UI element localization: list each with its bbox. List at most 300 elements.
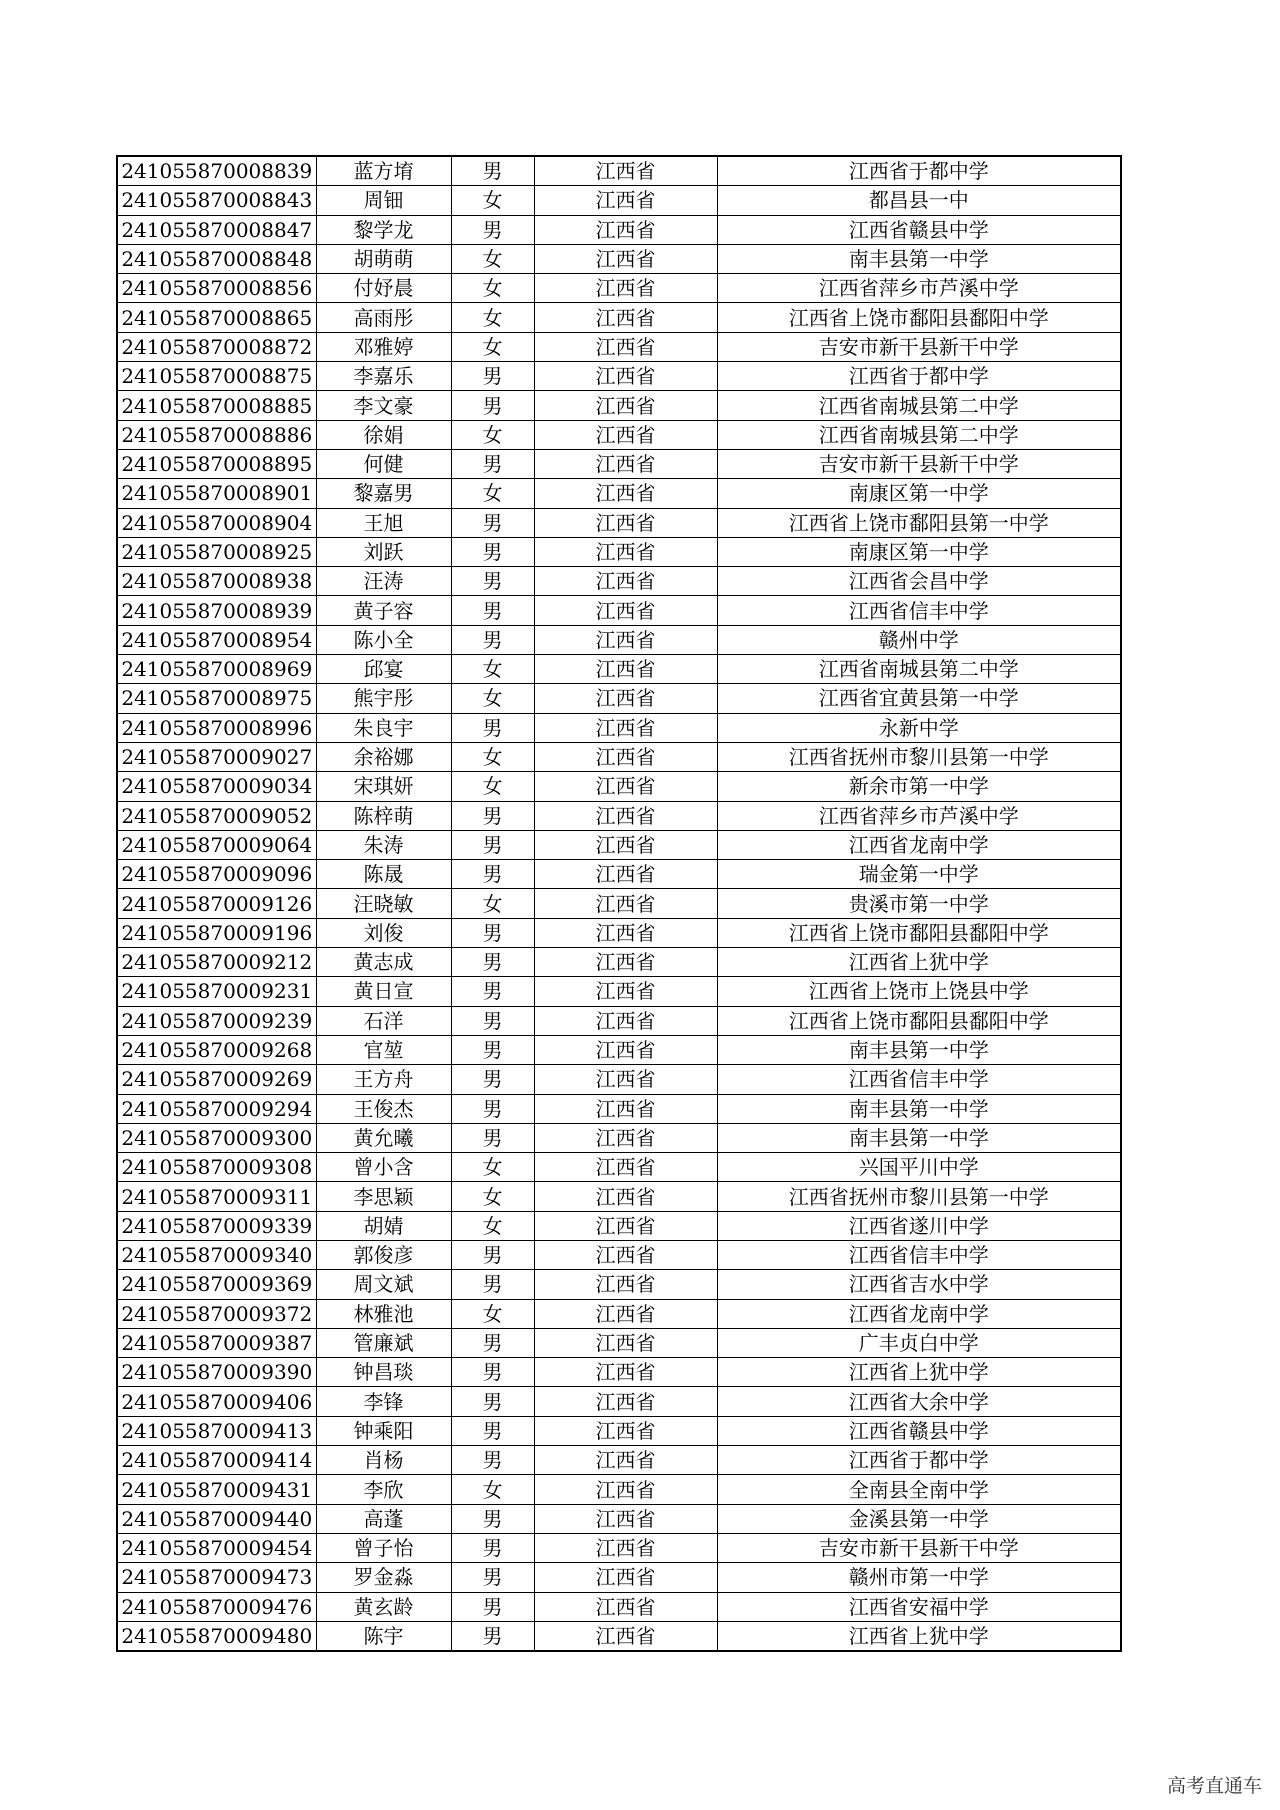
name-cell: 何健	[316, 449, 451, 478]
table-row	[117, 567, 1121, 596]
province-cell: 江西省	[534, 830, 717, 859]
gender-cell: 男	[451, 1065, 534, 1094]
candidate-id-cell: 241055870009390	[117, 1358, 316, 1387]
gender-cell: 女	[451, 684, 534, 713]
candidate-id-cell: 241055870008996	[117, 713, 316, 742]
school-cell: 江西省信丰中学	[717, 1065, 1121, 1094]
gender-cell: 男	[451, 1416, 534, 1445]
school-cell: 南丰县第一中学	[717, 1094, 1121, 1123]
name-cell: 汪晓敏	[316, 889, 451, 918]
name-cell: 曾子怡	[316, 1533, 451, 1562]
candidate-id-cell: 241055870008939	[117, 596, 316, 625]
school-cell: 江西省安福中学	[717, 1592, 1121, 1621]
province-cell: 江西省	[534, 1065, 717, 1094]
school-cell: 全南县全南中学	[717, 1475, 1121, 1504]
roster-body	[117, 156, 1121, 1651]
name-cell: 黎学龙	[316, 215, 451, 244]
candidate-id-cell: 241055870009387	[117, 1328, 316, 1357]
province-cell: 江西省	[534, 918, 717, 947]
candidate-id-cell: 241055870009034	[117, 772, 316, 801]
candidate-id-cell: 241055870009300	[117, 1123, 316, 1152]
name-cell: 刘俊	[316, 918, 451, 947]
table-row	[117, 1387, 1121, 1416]
school-cell: 金溪县第一中学	[717, 1504, 1121, 1533]
name-cell: 郭俊彦	[316, 1240, 451, 1269]
gender-cell: 女	[451, 1182, 534, 1211]
table-row	[117, 830, 1121, 859]
gender-cell: 男	[451, 1270, 534, 1299]
school-cell: 兴国平川中学	[717, 1153, 1121, 1182]
name-cell: 王方舟	[316, 1065, 451, 1094]
candidate-id-cell: 241055870008865	[117, 303, 316, 332]
name-cell: 邱宴	[316, 655, 451, 684]
school-cell: 南丰县第一中学	[717, 1035, 1121, 1064]
name-cell: 黄日宣	[316, 977, 451, 1006]
school-cell: 江西省萍乡市芦溪中学	[717, 801, 1121, 830]
table-row	[117, 1592, 1121, 1621]
name-cell: 周钿	[316, 186, 451, 215]
school-cell: 江西省上饶市上饶县中学	[717, 977, 1121, 1006]
gender-cell: 男	[451, 948, 534, 977]
table-row	[117, 449, 1121, 478]
name-cell: 王俊杰	[316, 1094, 451, 1123]
school-cell: 江西省南城县第二中学	[717, 420, 1121, 449]
candidate-id-cell: 241055870009294	[117, 1094, 316, 1123]
gender-cell: 女	[451, 420, 534, 449]
gender-cell: 男	[451, 508, 534, 537]
candidate-id-cell: 241055870008901	[117, 479, 316, 508]
table-row	[117, 1240, 1121, 1269]
table-row	[117, 508, 1121, 537]
table-row	[117, 1416, 1121, 1445]
table-row	[117, 362, 1121, 391]
school-cell: 南丰县第一中学	[717, 244, 1121, 273]
province-cell: 江西省	[534, 1358, 717, 1387]
school-cell: 江西省赣县中学	[717, 1416, 1121, 1445]
candidate-id-cell: 241055870008885	[117, 391, 316, 420]
name-cell: 朱良宇	[316, 713, 451, 742]
candidate-id-cell: 241055870009096	[117, 860, 316, 889]
name-cell: 高雨彤	[316, 303, 451, 332]
school-cell: 江西省龙南中学	[717, 1299, 1121, 1328]
gender-cell: 男	[451, 156, 534, 186]
province-cell: 江西省	[534, 156, 717, 186]
gender-cell: 女	[451, 274, 534, 303]
province-cell: 江西省	[534, 567, 717, 596]
gender-cell: 男	[451, 567, 534, 596]
school-cell: 江西省于都中学	[717, 362, 1121, 391]
candidate-id-cell: 241055870008839	[117, 156, 316, 186]
gender-cell: 男	[451, 801, 534, 830]
school-cell: 吉安市新干县新干中学	[717, 449, 1121, 478]
school-cell: 赣州市第一中学	[717, 1563, 1121, 1592]
name-cell: 胡萌萌	[316, 244, 451, 273]
gender-cell: 女	[451, 742, 534, 771]
gender-cell: 男	[451, 1328, 534, 1357]
candidate-id-cell: 241055870009196	[117, 918, 316, 947]
candidate-id-cell: 241055870008925	[117, 537, 316, 566]
province-cell: 江西省	[534, 508, 717, 537]
school-cell: 江西省上饶市鄱阳县鄱阳中学	[717, 1006, 1121, 1035]
school-cell: 江西省上犹中学	[717, 1621, 1121, 1651]
school-cell: 江西省信丰中学	[717, 596, 1121, 625]
candidate-id-cell: 241055870008969	[117, 655, 316, 684]
province-cell: 江西省	[534, 1621, 717, 1651]
province-cell: 江西省	[534, 215, 717, 244]
province-cell: 江西省	[534, 186, 717, 215]
gender-cell: 女	[451, 479, 534, 508]
table-row	[117, 156, 1121, 186]
school-cell: 吉安市新干县新干中学	[717, 1533, 1121, 1562]
school-cell: 新余市第一中学	[717, 772, 1121, 801]
gender-cell: 女	[451, 1475, 534, 1504]
candidate-id-cell: 241055870008875	[117, 362, 316, 391]
gender-cell: 男	[451, 860, 534, 889]
province-cell: 江西省	[534, 420, 717, 449]
gender-cell: 男	[451, 625, 534, 654]
province-cell: 江西省	[534, 801, 717, 830]
gender-cell: 男	[451, 1621, 534, 1651]
table-row	[117, 1211, 1121, 1240]
gender-cell: 男	[451, 713, 534, 742]
school-cell: 江西省于都中学	[717, 156, 1121, 186]
gender-cell: 男	[451, 1446, 534, 1475]
table-row	[117, 215, 1121, 244]
gender-cell: 男	[451, 1358, 534, 1387]
gender-cell: 男	[451, 1533, 534, 1562]
gender-cell: 男	[451, 830, 534, 859]
province-cell: 江西省	[534, 1035, 717, 1064]
province-cell: 江西省	[534, 1299, 717, 1328]
name-cell: 黄玄龄	[316, 1592, 451, 1621]
name-cell: 黎嘉男	[316, 479, 451, 508]
candidate-id-cell: 241055870008886	[117, 420, 316, 449]
candidate-id-cell: 241055870009340	[117, 1240, 316, 1269]
table-row	[117, 1475, 1121, 1504]
name-cell: 李欣	[316, 1475, 451, 1504]
school-cell: 南丰县第一中学	[717, 1123, 1121, 1152]
candidate-id-cell: 241055870009064	[117, 830, 316, 859]
table-row	[117, 918, 1121, 947]
name-cell: 李锋	[316, 1387, 451, 1416]
name-cell: 肖杨	[316, 1446, 451, 1475]
name-cell: 宋琪妍	[316, 772, 451, 801]
watermark-text: 高考直通车	[1166, 1775, 1262, 1797]
candidate-id-cell: 241055870008856	[117, 274, 316, 303]
candidate-id-cell: 241055870009440	[117, 1504, 316, 1533]
table-row	[117, 1446, 1121, 1475]
table-row	[117, 391, 1121, 420]
name-cell: 徐娟	[316, 420, 451, 449]
school-cell: 江西省宜黄县第一中学	[717, 684, 1121, 713]
gender-cell: 男	[451, 449, 534, 478]
school-cell: 江西省赣县中学	[717, 215, 1121, 244]
school-cell: 江西省遂川中学	[717, 1211, 1121, 1240]
gender-cell: 女	[451, 332, 534, 361]
province-cell: 江西省	[534, 713, 717, 742]
table-row	[117, 1533, 1121, 1562]
name-cell: 罗金淼	[316, 1563, 451, 1592]
school-cell: 江西省上犹中学	[717, 1358, 1121, 1387]
candidate-id-cell: 241055870009406	[117, 1387, 316, 1416]
table-row	[117, 801, 1121, 830]
table-row	[117, 332, 1121, 361]
table-row	[117, 420, 1121, 449]
gender-cell: 女	[451, 772, 534, 801]
table-row	[117, 537, 1121, 566]
school-cell: 江西省抚州市黎川县第一中学	[717, 1182, 1121, 1211]
candidate-id-cell: 241055870009369	[117, 1270, 316, 1299]
name-cell: 邓雅婷	[316, 332, 451, 361]
candidate-id-cell: 241055870009414	[117, 1446, 316, 1475]
province-cell: 江西省	[534, 1211, 717, 1240]
name-cell: 余裕娜	[316, 742, 451, 771]
gender-cell: 男	[451, 596, 534, 625]
table-row	[117, 1504, 1121, 1533]
roster-table	[116, 155, 1122, 1652]
gender-cell: 男	[451, 1006, 534, 1035]
province-cell: 江西省	[534, 948, 717, 977]
school-cell: 江西省萍乡市芦溪中学	[717, 274, 1121, 303]
province-cell: 江西省	[534, 1094, 717, 1123]
school-cell: 江西省吉水中学	[717, 1270, 1121, 1299]
gender-cell: 女	[451, 244, 534, 273]
candidate-id-cell: 241055870008904	[117, 508, 316, 537]
table-row	[117, 1621, 1121, 1651]
table-row	[117, 1563, 1121, 1592]
table-row	[117, 742, 1121, 771]
province-cell: 江西省	[534, 977, 717, 1006]
candidate-id-cell: 241055870009476	[117, 1592, 316, 1621]
name-cell: 李思颖	[316, 1182, 451, 1211]
school-cell: 江西省上犹中学	[717, 948, 1121, 977]
province-cell: 江西省	[534, 1504, 717, 1533]
candidate-id-cell: 241055870009269	[117, 1065, 316, 1094]
candidate-id-cell: 241055870009268	[117, 1035, 316, 1064]
name-cell: 黄志成	[316, 948, 451, 977]
candidate-id-cell: 241055870008938	[117, 567, 316, 596]
candidate-id-cell: 241055870008895	[117, 449, 316, 478]
name-cell: 刘跃	[316, 537, 451, 566]
province-cell: 江西省	[534, 1182, 717, 1211]
school-cell: 江西省上饶市鄱阳县鄱阳中学	[717, 303, 1121, 332]
school-cell: 南康区第一中学	[717, 537, 1121, 566]
table-row	[117, 1006, 1121, 1035]
gender-cell: 女	[451, 1211, 534, 1240]
candidate-id-cell: 241055870009052	[117, 801, 316, 830]
table-row	[117, 713, 1121, 742]
name-cell: 黄允曦	[316, 1123, 451, 1152]
province-cell: 江西省	[534, 1387, 717, 1416]
gender-cell: 男	[451, 1563, 534, 1592]
table-row	[117, 1358, 1121, 1387]
province-cell: 江西省	[534, 537, 717, 566]
province-cell: 江西省	[534, 332, 717, 361]
school-cell: 江西省于都中学	[717, 1446, 1121, 1475]
table-row	[117, 948, 1121, 977]
table-row	[117, 1123, 1121, 1152]
gender-cell: 女	[451, 889, 534, 918]
name-cell: 钟昌琰	[316, 1358, 451, 1387]
school-cell: 赣州中学	[717, 625, 1121, 654]
school-cell: 江西省抚州市黎川县第一中学	[717, 742, 1121, 771]
name-cell: 蓝方堉	[316, 156, 451, 186]
name-cell: 陈晟	[316, 860, 451, 889]
province-cell: 江西省	[534, 1416, 717, 1445]
province-cell: 江西省	[534, 449, 717, 478]
school-cell: 江西省大余中学	[717, 1387, 1121, 1416]
school-cell: 吉安市新干县新干中学	[717, 332, 1121, 361]
gender-cell: 男	[451, 1387, 534, 1416]
province-cell: 江西省	[534, 1592, 717, 1621]
name-cell: 付妤晨	[316, 274, 451, 303]
candidate-id-cell: 241055870008975	[117, 684, 316, 713]
province-cell: 江西省	[534, 244, 717, 273]
candidate-id-cell: 241055870008848	[117, 244, 316, 273]
gender-cell: 男	[451, 1035, 534, 1064]
province-cell: 江西省	[534, 479, 717, 508]
province-cell: 江西省	[534, 1563, 717, 1592]
name-cell: 官堃	[316, 1035, 451, 1064]
province-cell: 江西省	[534, 1328, 717, 1357]
school-cell: 广丰贞白中学	[717, 1328, 1121, 1357]
name-cell: 李文豪	[316, 391, 451, 420]
name-cell: 曾小含	[316, 1153, 451, 1182]
table-row	[117, 1182, 1121, 1211]
gender-cell: 女	[451, 186, 534, 215]
gender-cell: 男	[451, 1592, 534, 1621]
candidate-id-cell: 241055870008872	[117, 332, 316, 361]
school-cell: 都昌县一中	[717, 186, 1121, 215]
gender-cell: 男	[451, 918, 534, 947]
candidate-id-cell: 241055870009473	[117, 1563, 316, 1592]
province-cell: 江西省	[534, 1533, 717, 1562]
candidate-id-cell: 241055870008843	[117, 186, 316, 215]
school-cell: 江西省南城县第二中学	[717, 391, 1121, 420]
table-row	[117, 479, 1121, 508]
gender-cell: 男	[451, 977, 534, 1006]
candidate-id-cell: 241055870009413	[117, 1416, 316, 1445]
name-cell: 汪涛	[316, 567, 451, 596]
province-cell: 江西省	[534, 303, 717, 332]
name-cell: 王旭	[316, 508, 451, 537]
candidate-id-cell: 241055870009239	[117, 1006, 316, 1035]
table-row	[117, 977, 1121, 1006]
name-cell: 陈梓萌	[316, 801, 451, 830]
candidate-id-cell: 241055870009339	[117, 1211, 316, 1240]
gender-cell: 女	[451, 1299, 534, 1328]
school-cell: 贵溪市第一中学	[717, 889, 1121, 918]
province-cell: 江西省	[534, 1240, 717, 1269]
province-cell: 江西省	[534, 655, 717, 684]
province-cell: 江西省	[534, 684, 717, 713]
table-row	[117, 1094, 1121, 1123]
candidate-id-cell: 241055870009212	[117, 948, 316, 977]
name-cell: 石洋	[316, 1006, 451, 1035]
table-row	[117, 655, 1121, 684]
gender-cell: 女	[451, 1153, 534, 1182]
table-row	[117, 684, 1121, 713]
gender-cell: 男	[451, 1094, 534, 1123]
province-cell: 江西省	[534, 742, 717, 771]
candidate-id-cell: 241055870009372	[117, 1299, 316, 1328]
candidate-id-cell: 241055870009480	[117, 1621, 316, 1651]
school-cell: 江西省上饶市鄱阳县鄱阳中学	[717, 918, 1121, 947]
province-cell: 江西省	[534, 596, 717, 625]
gender-cell: 女	[451, 655, 534, 684]
name-cell: 朱涛	[316, 830, 451, 859]
province-cell: 江西省	[534, 1123, 717, 1152]
school-cell: 江西省南城县第二中学	[717, 655, 1121, 684]
gender-cell: 男	[451, 537, 534, 566]
table-row	[117, 1328, 1121, 1357]
name-cell: 熊宇彤	[316, 684, 451, 713]
province-cell: 江西省	[534, 391, 717, 420]
school-cell: 江西省龙南中学	[717, 830, 1121, 859]
name-cell: 胡婧	[316, 1211, 451, 1240]
table-row	[117, 625, 1121, 654]
candidate-id-cell: 241055870009454	[117, 1533, 316, 1562]
name-cell: 高蓬	[316, 1504, 451, 1533]
table-row	[117, 186, 1121, 215]
school-cell: 江西省上饶市鄱阳县第一中学	[717, 508, 1121, 537]
name-cell: 黄子容	[316, 596, 451, 625]
school-cell: 瑞金第一中学	[717, 860, 1121, 889]
gender-cell: 女	[451, 303, 534, 332]
table-row	[117, 860, 1121, 889]
province-cell: 江西省	[534, 625, 717, 654]
candidate-id-cell: 241055870008954	[117, 625, 316, 654]
table-row	[117, 303, 1121, 332]
school-cell: 永新中学	[717, 713, 1121, 742]
table-row	[117, 1153, 1121, 1182]
gender-cell: 男	[451, 362, 534, 391]
province-cell: 江西省	[534, 1475, 717, 1504]
name-cell: 陈小全	[316, 625, 451, 654]
table-row	[117, 1035, 1121, 1064]
province-cell: 江西省	[534, 860, 717, 889]
candidate-id-cell: 241055870009311	[117, 1182, 316, 1211]
province-cell: 江西省	[534, 1446, 717, 1475]
province-cell: 江西省	[534, 1006, 717, 1035]
name-cell: 陈宇	[316, 1621, 451, 1651]
name-cell: 李嘉乐	[316, 362, 451, 391]
school-cell: 江西省信丰中学	[717, 1240, 1121, 1269]
name-cell: 钟乘阳	[316, 1416, 451, 1445]
table-row	[117, 1270, 1121, 1299]
gender-cell: 男	[451, 391, 534, 420]
name-cell: 管廉斌	[316, 1328, 451, 1357]
table-row	[117, 1299, 1121, 1328]
table-row	[117, 772, 1121, 801]
candidate-id-cell: 241055870009431	[117, 1475, 316, 1504]
province-cell: 江西省	[534, 1270, 717, 1299]
candidate-id-cell: 241055870009308	[117, 1153, 316, 1182]
gender-cell: 男	[451, 1123, 534, 1152]
gender-cell: 男	[451, 1240, 534, 1269]
table-row	[117, 1065, 1121, 1094]
school-cell: 南康区第一中学	[717, 479, 1121, 508]
table-row	[117, 244, 1121, 273]
province-cell: 江西省	[534, 362, 717, 391]
school-cell: 江西省会昌中学	[717, 567, 1121, 596]
province-cell: 江西省	[534, 274, 717, 303]
candidate-id-cell: 241055870009126	[117, 889, 316, 918]
candidate-id-cell: 241055870009231	[117, 977, 316, 1006]
candidate-id-cell: 241055870009027	[117, 742, 316, 771]
name-cell: 周文斌	[316, 1270, 451, 1299]
table-row	[117, 889, 1121, 918]
